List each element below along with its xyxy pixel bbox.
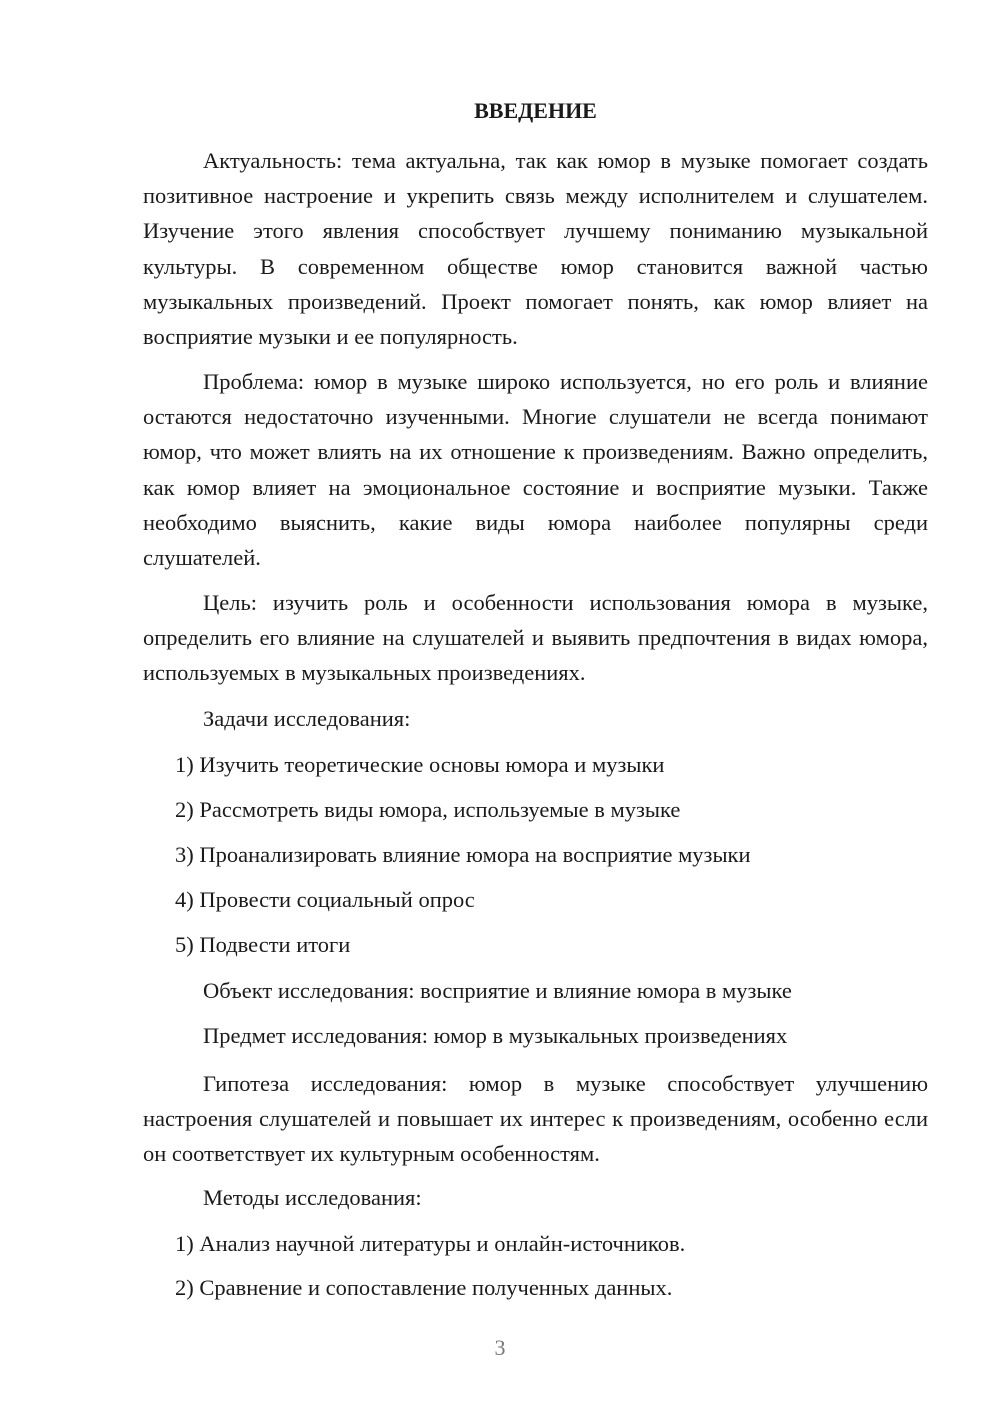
page-title: ВВЕДЕНИЕ [474,98,597,123]
goal-paragraph: Цель: изучить роль и особенности использования юмора в музыке, определить его влияние на слушателей и выявить предпочтения в видах юмора, используемых в музыкальных произведениях. [143,590,928,686]
method-item: 1) Анализ научной литературы и онлайн-источников. [175,1231,686,1256]
task-item: 2) Рассмотреть виды юмора, используемые в музыке [175,797,681,822]
relevance-paragraph: Актуальность: тема актуальна, так как юмор в музыке помогает создать позитивное настроение и укрепить связь между исполнителем и слушателем. Изучение этого явления способствует лучшему пониманию музыкальной культуры. В современном обществе юмор становится важной частью музыкальных произведений. Проект помогает понять, как юмор влияет на восприятие музыки и ее популярность. [143,148,928,350]
task-item: 5) Подвести итоги [175,932,351,957]
hypothesis-paragraph: Гипотеза исследования: юмор в музыке способствует улучшению настроения слушателей и повышает их интерес к произведениям, особенно если он соответствует их культурным особенностям. [143,1071,928,1167]
methods-heading: Методы исследования: [203,1185,422,1210]
page-number: 3 [494,1335,506,1360]
tasks-heading: Задачи исследования: [203,706,411,731]
method-item: 2) Сравнение и сопоставление полученных данных. [175,1275,673,1300]
research-object: Объект исследования: восприятие и влияние юмора в музыке [203,978,792,1003]
task-item: 3) Проанализировать влияние юмора на восприятие музыки [175,842,751,867]
task-item: 4) Провести социальный опрос [175,887,475,912]
problem-paragraph: Проблема: юмор в музыке широко используется, но его роль и влияние остаются недостаточно изученными. Многие слушатели не всегда понимают юмор, что может влиять на их отношение к произведениям. Важно определить, как юмор влияет на эмоциональное состояние и восприятие музыки. Также необходимо выяснить, какие виды юмора наиболее популярны среди слушателей. [143,369,928,571]
task-item: 1) Изучить теоретические основы юмора и музыки [175,752,665,777]
research-subject: Предмет исследования: юмор в музыкальных произведениях [203,1023,788,1048]
